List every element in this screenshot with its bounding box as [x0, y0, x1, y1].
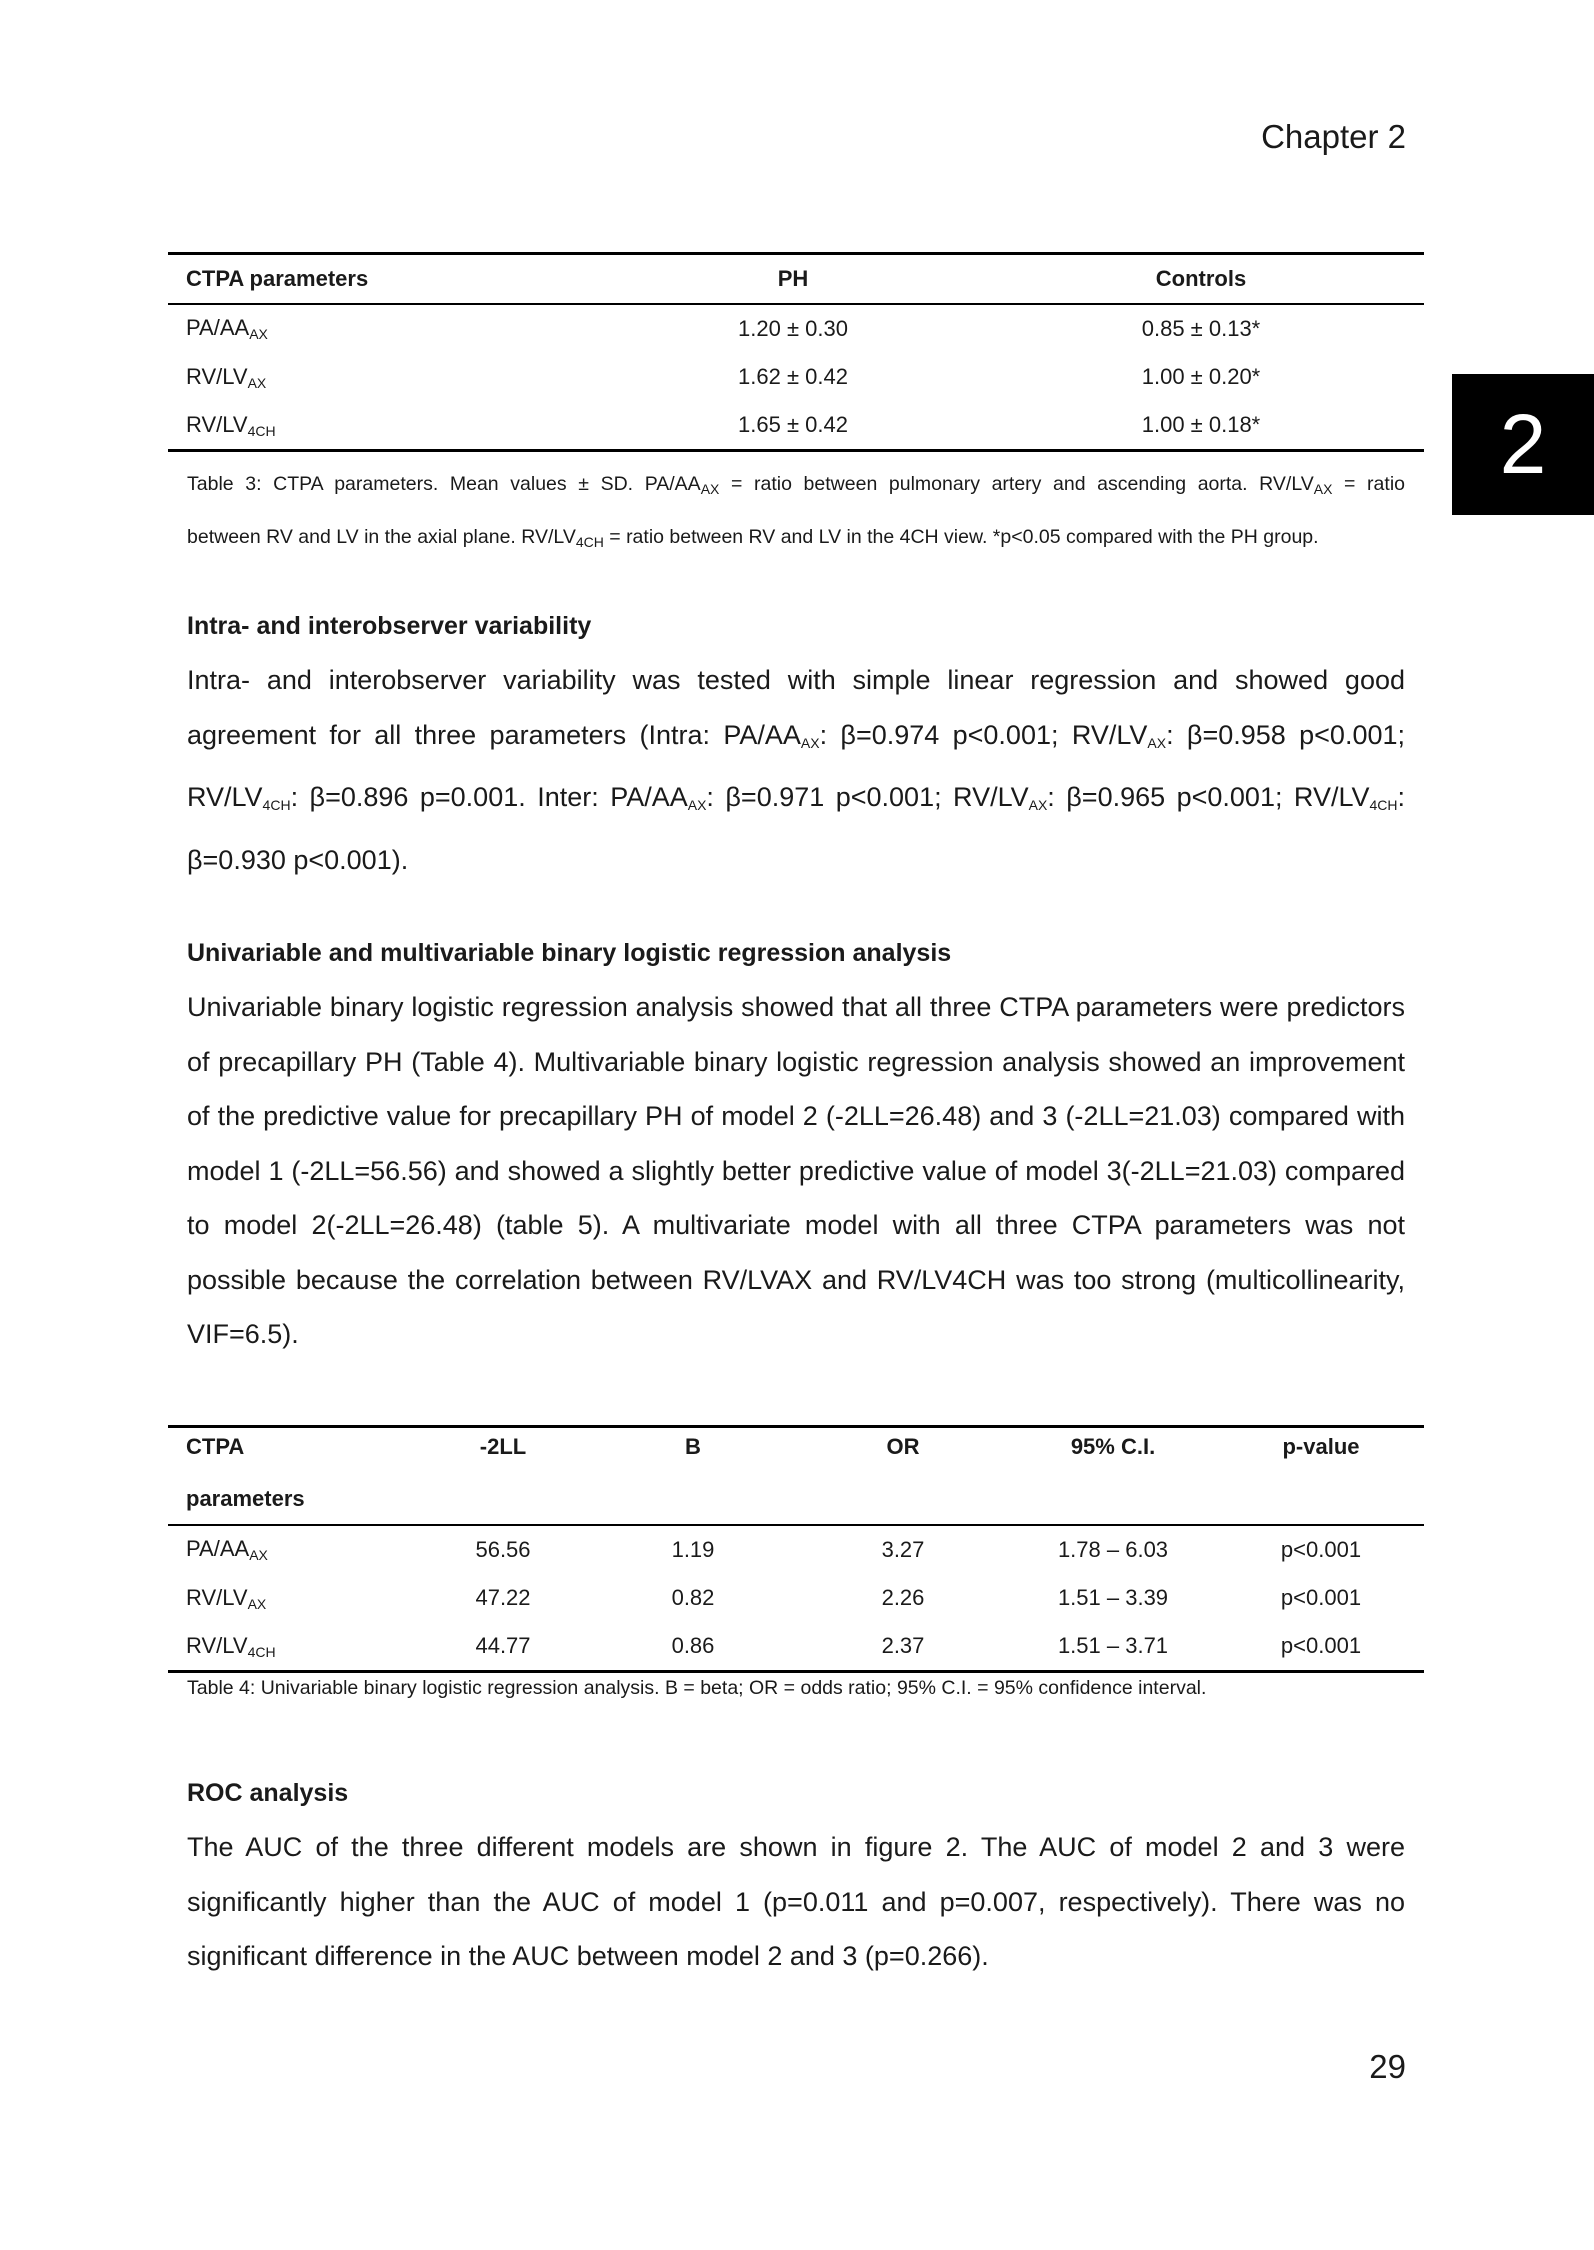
ci-cell: 1.51 – 3.39 — [1057, 1585, 1169, 1610]
table-row — [168, 1574, 1424, 1623]
p-cell: p<0.001 — [1280, 1585, 1362, 1610]
b-cell: 0.82 — [671, 1585, 715, 1610]
b-cell: 0.86 — [671, 1633, 715, 1659]
ll-cell: 44.77 — [475, 1633, 531, 1659]
table-ctpa-parameters — [168, 252, 1424, 452]
col-header-2ll: -2LL — [479, 1434, 527, 1459]
ci-cell: 1.51 – 3.71 — [1057, 1633, 1169, 1659]
paragraph-regression: Univariable binary logistic regression analysis showed that all three CTPA parameters were predictors of precapillary PH (Table 4). Multivariable binary logistic regression analysis showed an improvement of the predictive value for precapillary PH of model 2 (-2LL=26.48) and 3 (-2LL=21.03) compared with model 1 (-2LL=56.56) and showed a slightly better predictive value of model 3(-2LL=21.03) compared to model 2(-2LL=26.48) (table 5). A multivariate model with all three CTPA parameters was not possible because the correlation between RV/LVAX and RV/LV4CH was too strong (multicollinearity, VIF=6.5). — [187, 992, 1405, 1349]
table-header-row — [168, 254, 1424, 304]
chapter-header: Chapter 2 — [1261, 118, 1406, 155]
paragraph-roc: The AUC of the three different models are shown in figure 2. The AUC of model 2 and 3 were significantly higher than the AUC of model 1 (p=0.011 and p=0.007, respectively). There was no significant difference in the AUC between model 2 and 3 (p=0.266). — [187, 1832, 1405, 1971]
param-cell: $PA/AA_{AX}$ — [186, 315, 268, 342]
col-header-parameters: CTPA parameters — [186, 1434, 305, 1511]
paragraph-variability: Intra- and interobserver variability was tested with simple linear regression and showed good agreement for all three parameters (Intra: $PA/AA_{AX}$: β=0.974 p<0.001; $RV/LV_{AX}$: β=0.958 p<0.001; $RV/LV_{4CH}$: β=0.896 p=0.001. Inter: $PA/AA_{AX}$: β=0.971 p<0.001; $RV/LV_{AX}$: β=0.965 p<0.001; $RV/LV_{4CH}$: β=0.930 p<0.001). — [187, 665, 1406, 875]
table-header-row — [168, 1427, 1424, 1525]
col-header-pvalue: p-value — [1282, 1434, 1360, 1459]
or-cell: 3.27 — [881, 1536, 925, 1562]
table-row — [168, 353, 1424, 402]
table-row — [168, 402, 1424, 451]
chapter-tab: 2 — [1452, 374, 1594, 515]
ci-cell: 1.78 – 6.03 — [1057, 1536, 1169, 1562]
table-logistic-regression — [168, 1425, 1424, 1673]
ll-cell: 47.22 — [475, 1585, 531, 1610]
or-cell: 2.37 — [881, 1633, 925, 1659]
ph-cell: 1.62 ± 0.42 — [738, 364, 848, 389]
controls-cell: 0.85 ± 0.13* — [1141, 315, 1261, 341]
param-cell: $RV/LV_{AX}$ — [186, 363, 267, 391]
section-heading-variability: Intra- and interobserver variability — [187, 612, 592, 640]
controls-cell: 1.00 ± 0.18* — [1141, 412, 1261, 438]
p-cell: p<0.001 — [1280, 1633, 1362, 1659]
table4-caption: Table 4: Univariable binary logistic regression analysis. B = beta; OR = odds ratio; 95% C.I. = 95% confidence interval. — [187, 1677, 1207, 1699]
param-cell: $RV/LV_{4CH}$ — [186, 411, 276, 439]
param-cell: $RV/LV_{4CH}$ — [186, 1632, 276, 1660]
param-cell: $PA/AA_{AX}$ — [186, 1536, 268, 1563]
table-row — [168, 1525, 1424, 1574]
ph-cell: 1.20 ± 0.30 — [738, 315, 848, 341]
ll-cell: 56.56 — [475, 1536, 531, 1562]
p-cell: p<0.001 — [1280, 1536, 1362, 1562]
controls-cell: 1.00 ± 0.20* — [1141, 364, 1261, 389]
col-header-controls: Controls — [1155, 265, 1247, 291]
ph-cell: 1.65 ± 0.42 — [738, 412, 848, 438]
section-heading-regression: Univariable and multivariable binary logistic regression analysis — [187, 939, 952, 967]
b-cell: 1.19 — [671, 1536, 715, 1562]
col-header-or: OR — [886, 1434, 920, 1459]
table-row — [168, 1623, 1424, 1672]
param-cell: $RV/LV_{AX}$ — [186, 1584, 267, 1612]
section-heading-roc: ROC analysis — [187, 1779, 349, 1807]
page-number: 29 — [1369, 2048, 1406, 2085]
col-header-ph: PH — [777, 265, 809, 291]
col-header-ci: 95% C.I. — [1070, 1434, 1156, 1459]
or-cell: 2.26 — [881, 1585, 925, 1610]
col-header-b: B — [685, 1434, 701, 1459]
table3-caption: Table 3: CTPA parameters. Mean values ± SD. $PA/AA_{AX}$ = ratio between pulmonary artery and ascending aorta. $RV/LV_{AX}$ = ratio between RV and LV in the axial plane. $RV/LV_{4CH}$ = ratio between RV and LV in the 4CH view. *p<0.05 compared with the PH group. — [187, 473, 1405, 550]
col-header-parameters: CTPA parameters — [186, 265, 369, 291]
table-row — [168, 304, 1424, 353]
